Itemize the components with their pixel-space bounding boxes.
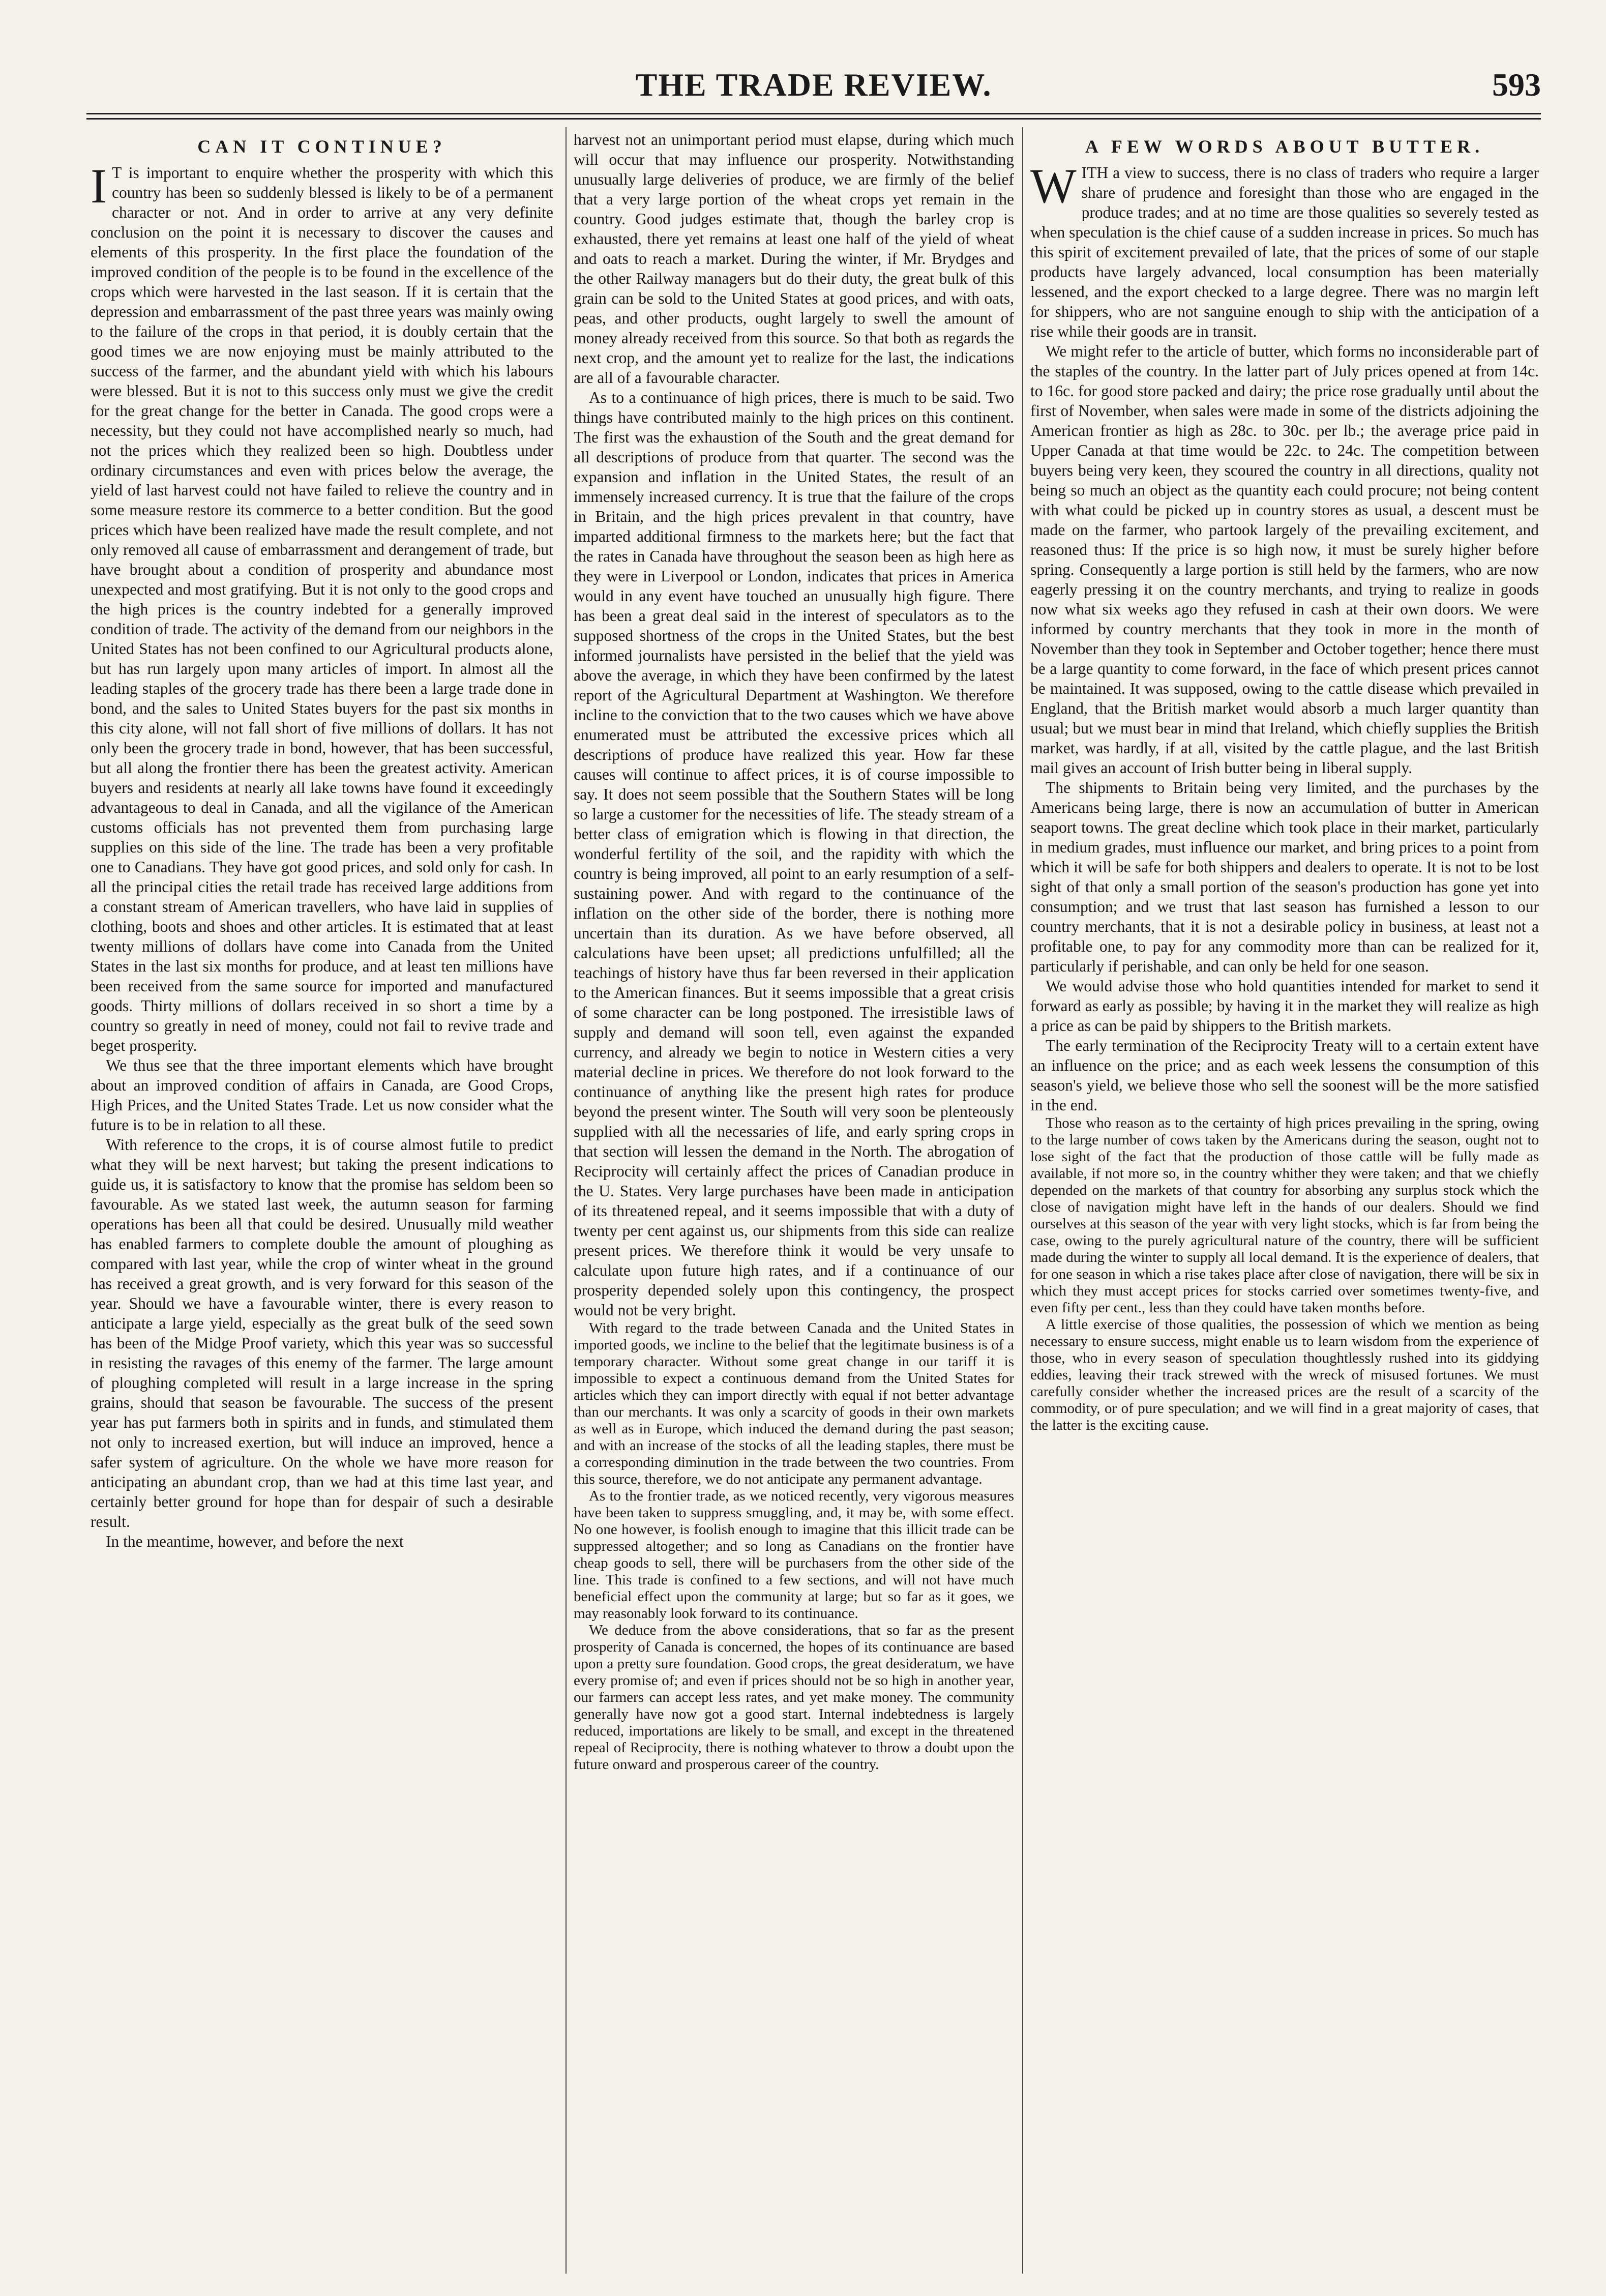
article-paragraph: Those who reason as to the certainty of high prices prevailing in the spring, owing to the large number of cows taken by the Americans during the season, ought not to lose sight of the fact that the production of those cattle will be fully made as available, if not more so, in the country whither they were taken; and that we chiefly depended on the markets of that country for absorbing any surplus stock which the close of navigation might have left in the hands of our dealers. Should we find ourselves at this season of the year with very light stocks, which is far from being the case, owing to the purely agricultural nature of the country, there will be sufficient made during the winter to supply all local demand. It is the experience of dealers, that for one season in which a rise takes place after close of navigation, there will be six in which they must accept prices for stocks carried over sometimes twenty-five, and even fifty per cent., less than they could have taken months before.: [1030, 1115, 1539, 1316]
drop-cap: W: [1030, 159, 1077, 213]
article-paragraph: harvest not an unimportant period must elapse, during which much will occur that may influence our prosperity. Notwithstanding unusually large deliveries of produce, we are firmly of the belief that a very large portion of the wheat crops yet remain in the country. Good judges estimate that, though the barley crop is exhausted, there yet remains at least one half of the yield of wheat and oats to reach a market. During the winter, if Mr. Brydges and the other Railway managers but do their duty, the great bulk of this grain can be sold to the United States at good prices, and with oats, peas, and other products, ought largely to swell the amount of money already received from this source. So that both as regards the next crop, and the amount yet to realize for the last, the indications are all of a favourable character.: [574, 131, 1014, 387]
article-paragraph: The shipments to Britain being very limited, and the purchases by the Americans being large, there is now an accumulation of butter in American seaport towns. The great decline which took place in their market, particularly in medium grades, must influence our market, and bring prices to a point from which it will be safe for both shippers and dealers to operate. It is not to be lost sight of that only a small portion of the season's production has gone yet into consumption; and we trust that last season has furnished a lesson to our country merchants, that it is not a desirable policy in business, at least not a profitable one, to pay for any commodity more than can be realized for it, particularly if perishable, and can only be held for one season.: [1030, 779, 1539, 975]
publication-title: THE TRADE REVIEW.: [635, 67, 992, 103]
paragraph-text: T is important to enquire whether the prosperity with which this country has been so suddenly blessed is likely to be of a permanent character or not. And in order to arrive at any very definite conclusion on the point it is necessary to discover the causes and elements of this prosperity. In the first place the foundation of the improved condition of the people is to be found in the excellence of the crops which were harvested in the last season. If it is certain that the depression and embarrassment of the past three years was mainly owing to the failure of the crops in that period, it is doubly certain that the good times we are now enjoying must be mainly attributed to the success of the farmer, and the abundant yield with which his labours were blessed. But it is not to this success only must we give the credit for the great change for the better in Canada. The good crops were a necessity, but they could not have accomplished nearly so much, had not the prices which they realized been so high. Doubtless under ordinary circumstances and even with prices below the average, the yield of last harvest could not have failed to relieve the country and in some measure restore its commerce to a better condition. But the good prices which have been realized have made the result complete, and not only removed all cause of embarrassment and derangement of trade, but have brought about a condition of prosperity and abundance most unexpected and most gratifying. But it is not only to the good crops and the high prices is the country indebted for a generally improved condition of trade. The activity of the demand from our neighbors in the United States has not been confined to our Agricultural products alone, but has run largely upon many articles of import. In almost all the leading staples of the grocery trade has there been a large trade done in bond, and the sales to United States buyers for the past six months in this city alone, will not fall short of five millions of dollars. It has not only been the grocery trade in bond, however, that has been successful, but all along the frontier there has been the greatest activity. American buyers and residents at nearly all lake towns have found it exceedingly advantageous to deal in Canada, and all the vigilance of the American customs officials has not prevented them from purchasing large supplies on this side of the line. The trade has been a very profitable one to Canadians. They have got good prices, and sold only for cash. In all the principal cities the retail trade has received large additions from a constant stream of American travellers, who have laid in supplies of clothing, boots and shoes and other articles. It is estimated that at least twenty millions of dollars have come into Canada from the United States in the last six months for produce, and at least ten millions have been received from the same source for imported and manufactured goods. Thirty millions of dollars received in so short a time by a country so greatly in need of money, could not fail to revive trade and beget prosperity.: [91, 164, 553, 1054]
article-paragraph: As to the frontier trade, as we noticed recently, very vigorous measures have been taken to suppress smuggling, and, it may be, with some effect. No one however, is foolish enough to imagine that this illicit trade can be suppressed altogether; and so long as Canadians on the frontier have cheap goods to sell, there will be purchasers from the other side of the line. This trade is confined to a few sections, and will not have much beneficial effect upon the community at large; but so far as it goes, we may reasonably look forward to its continuance.: [574, 1488, 1014, 1622]
header-rule-bottom: [86, 118, 1541, 120]
article-paragraph: [1030, 159, 1539, 341]
article-paragraph: We deduce from the above considerations, that so far as the present prosperity of Canada is concerned, the hopes of its continuance are based upon a pretty sure foundation. Good crops, the great desideratum, we have every promise of; and even if prices should not be so high in another year, our farmers can accept less rates, and yet make money. The community generally have now got a good start. Internal indebtedness is largely reduced, importations are likely to be small, and except in the threatened repeal of Reciprocity, there is nothing whatever to throw a doubt upon the future onward and prosperous career of the country.: [574, 1622, 1014, 1773]
column-3: [1030, 130, 1539, 2271]
column-divider-1: [566, 127, 567, 2274]
column-2: [574, 130, 1014, 2271]
article-paragraph: With regard to the trade between Canada and the United States in imported goods, we incline to the belief that the legitimate business is of a temporary character. Without some great change in our tariff it is impossible to expect a continuous demand from the United States for articles which they can import directly with equal if not better advantage than our merchants. It was only a scarcity of goods in their own markets as well as in Europe, which induced the demand during the past season; and with an increase of the stocks of all the leading staples, there must be a corresponding diminution in the trade between the two countries. From this source, therefore, we do not anticipate any permanent advantage.: [574, 1320, 1014, 1487]
article-heading-can-it-continue: CAN IT CONTINUE?: [197, 136, 447, 157]
article-paragraph: With reference to the crops, it is of course almost futile to predict what they will be next harvest; but taking the present indications to guide us, it is satisfactory to know that the promise has seldom been so favourable. As we stated last week, the autumn season for farming operations has been all that could be desired. Unusually mild weather has enabled farmers to complete double the amount of ploughing as compared with last year, while the crop of winter wheat in the ground has received a great growth, and is very forward for this season of the year. Should we have a favourable winter, there is every reason to anticipate a large yield, especially as the great bulk of the seed sown has been of the Midge Proof variety, which this year was so successful in resisting the ravages of this enemy of the farmer. The large amount of ploughing completed will result in a large increase in the spring grains, should that season be favourable. The success of the present year has put farmers both in spirits and in funds, and stimulated them not only to increased exertion, but will induce an improved, hence a safer system of agriculture. On the whole we have more reason for anticipating an abundant crop, than we had at this time last year, and certainly better ground for hope than for despair of such a desirable result.: [91, 1136, 553, 1530]
article-paragraph: As to a continuance of high prices, there is much to be said. Two things have contributed mainly to the high prices on this continent. The first was the exhaustion of the South and the great demand for all descriptions of produce from that quarter. The second was the expansion and inflation in the United States, the result of an immensely increased currency. It is true that the failure of the crops in Britain, and the high prices prevalent in that country, have imparted additional firmness to the markets here; but the fact that the rates in Canada have throughout the season been as high here as they were in Liverpool or London, indicates that prices in America would in any event have touched an unusually high figure. There has been a great deal said in the interest of speculators as to the supposed shortness of the crops in the United States, but the best informed journalists have persisted in the belief that the yield was above the average, in which they have been confirmed by the latest report of the Agricultural Department at Washington. We therefore incline to the conviction that to the two causes which we have above enumerated must be attributed the excessive prices which all descriptions of produce have realized this year. How far these causes will continue to affect prices, it is of course impossible to say. It does not seem possible that the Southern States will be long so large a customer for the necessities of life. The steady stream of a better class of emigration which is flowing in that direction, the wonderful fertility of the soil, and the rapidity with which the country is being improved, all point to an early resumption of a self-sustaining power. And with regard to the continuance of the inflation on the other side of the border, there is nothing more uncertain than its duration. As we have before observed, all calculations have been upset; all predictions unfulfilled; all the teachings of history have thus far been reversed in their application to the American finances. But it seems impossible that a great crisis of some character can be long postponed. The irresistible laws of supply and demand will soon tell, even against the expanded currency, and already we begin to notice in Western cities a very material decline in prices. We therefore do not look forward to the continuance of anything like the present high rates for produce beyond the present winter. The South will very soon be plenteously supplied with all the necessaries of life, and early spring crops in that section will lessen the demand in the North. The abrogation of Reciprocity will certainly affect the prices of Canadian produce in the U. States. Very large purchases have been made in anticipation of its threatened repeal, and it seems impossible that with a duty of twenty per cent against us, our shipments from this side can realize present prices. We therefore think it would be very unsafe to calculate upon future high rates, and if a continuance of our prosperity depended solely upon this contingency, the prospect would not be very bright.: [574, 389, 1014, 1319]
article-paragraph: We would advise those who hold quantities intended for market to send it forward as early as possible; by having it in the market they will realize as high a price as can be paid by shippers to the British markets.: [1030, 977, 1539, 1035]
article-heading-butter: A FEW WORDS ABOUT BUTTER.: [1085, 136, 1484, 157]
article-paragraph: The early termination of the Reciprocity Treaty will to a certain extent have an influence on the price; and as each week lessens the consumption of this season's yield, we believe those who sell the soonest will be the more satisfied in the end.: [1030, 1037, 1539, 1114]
article-paragraph: In the meantime, however, and before the next: [106, 1533, 404, 1550]
header-rule-top: [86, 113, 1541, 114]
column-divider-2: [1022, 127, 1023, 2274]
column-1: [91, 130, 553, 2271]
article-paragraph: We might refer to the article of butter, which forms no inconsiderable part of the staples of the country. In the latter part of July prices opened at from 14c. to 16c. for good store packed and dairy; the price rose gradually until about the first of November, when sales were made in some of the districts adjoining the American frontier as high as 28c. to 30c. per lb.; the average price paid in Upper Canada at that time would be 22c. to 24c. The competition between buyers being very keen, they scoured the country in all directions, quality not being so much an object as the quantity each could procure; not being content with what could be picked up in country stores as usual, a descent must be made on the farmer, who partook largely of the prevailing excitement, and reasoned thus: If the price is so high now, it must be surely higher before spring. Consequently a large portion is still held by the farmers, who are now eagerly pressing it on the country merchants, and trying to realize in goods now what six weeks ago they refused in cash at their own doors. We were informed by country merchants that they took in more in the month of November than they took in September and October together; hence there must be a large quantity to come forward, in the face of which present prices cannot be maintained. It was supposed, owing to the cattle disease which prevailed in England, that the British market would absorb a much larger quantity than usual; but we must bear in mind that Ireland, which chiefly supplies the British market, was hardly, if at all, visited by the cattle plague, and the last British mail gives an account of Irish butter being in liberal supply.: [1030, 342, 1539, 777]
article-paragraph: We thus see that the three important elements which have brought about an improved condition of affairs in Canada, are Good Crops, High Prices, and the United States Trade. Let us now consider what the future is to be in relation to all these.: [91, 1056, 553, 1134]
article-paragraph: [91, 159, 553, 1055]
page-number: 593: [1492, 67, 1541, 103]
article-paragraph: A little exercise of those qualities, the possession of which we mention as being necessary to ensure success, might enable us to learn wisdom from the experience of those, who in every season of speculation thoughtlessly rushed into its giddying eddies, leaving their track strewed with the wreck of misused fortunes. We must carefully consider whether the increased prices are the result of a scarcity of the commodity, or of pure speculation; and we will find in a great majority of cases, that the latter is the exciting cause.: [1030, 1316, 1539, 1433]
page-header: [86, 66, 1541, 107]
paragraph-text: ITH a view to success, there is no class of traders who require a larger share of prudence and foresight than those who are engaged in the produce trades; and at no time are those qualities so severely tested as when speculation is the chief cause of a sudden increase in prices. So much has this spirit of excitement prevailed of late, that the prices of some of our staple products have largely advanced, local consumption has been materially lessened, and the export checked to a large degree. There was no margin left for shippers, who are not sanguine enough to ship with the anticipation of a rise while their goods are in transit.: [1030, 164, 1539, 340]
drop-cap: I: [91, 159, 107, 213]
